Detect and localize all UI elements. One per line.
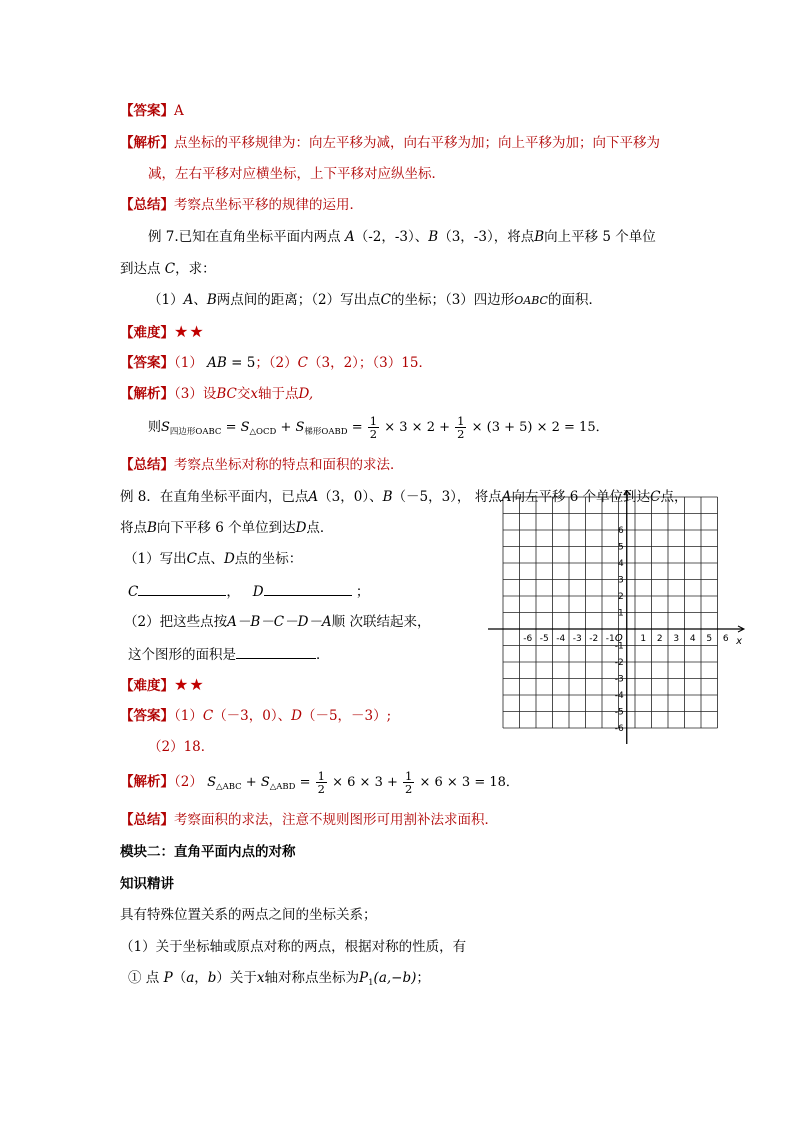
x-tick-label: 3 bbox=[673, 634, 680, 644]
point-b: B bbox=[428, 229, 439, 245]
module2-rule1: （1）关于坐标轴或原点对称的两点，根据对称的性质，有 bbox=[120, 939, 467, 955]
point-b: B bbox=[147, 520, 157, 536]
ex8-q: 顺 次联结起来， bbox=[331, 614, 431, 630]
ex8-text: 向下平移 6 个单位到达 bbox=[156, 520, 296, 536]
analysis-text: 交 bbox=[236, 386, 251, 402]
formula-sub: △OCD bbox=[249, 427, 277, 437]
analysis-text: （2） bbox=[174, 774, 203, 790]
analysis-line-3 bbox=[120, 384, 313, 404]
formula-lead: 则 bbox=[148, 420, 162, 435]
ex7-q: 的面积． bbox=[547, 292, 602, 308]
fraction: $\frac{1}{2}$ bbox=[369, 414, 378, 441]
x-tick-label: -4 bbox=[556, 634, 566, 644]
axis-x: x bbox=[256, 970, 265, 986]
rule-text: 轴对称点坐标为 bbox=[264, 970, 360, 986]
y-tick-label: -2 bbox=[614, 658, 624, 668]
ex8-text: 例 8．在直角坐标平面内，已点 bbox=[120, 489, 309, 505]
analysis-text-cont: 减，左右平移对应横坐标，上下平移对应纵坐标． bbox=[148, 166, 445, 182]
rule-text: ； bbox=[416, 970, 430, 986]
point-d: D, bbox=[298, 386, 314, 402]
ex8-q: （2）把这些点按 bbox=[124, 614, 228, 630]
analysis-text: （3）设 bbox=[174, 386, 217, 402]
analysis-line-2 bbox=[148, 164, 445, 184]
x-tick-label: 4 bbox=[689, 634, 696, 644]
answer-line-3 bbox=[120, 706, 391, 726]
ex7-q: （1） bbox=[148, 292, 184, 308]
point-c: C bbox=[186, 551, 197, 567]
x-tick-label: -5 bbox=[539, 634, 549, 644]
point-c: C bbox=[128, 584, 139, 600]
ex8-text: 将点 bbox=[120, 520, 147, 536]
fraction: $\frac{1}{2}$ bbox=[317, 769, 325, 796]
y-tick-label: 3 bbox=[618, 575, 624, 586]
summary-text: 考察点坐标平移的规律的运用． bbox=[174, 197, 363, 213]
ex7-q: 、 bbox=[193, 292, 207, 308]
point-d: D bbox=[291, 708, 302, 724]
module2-rule1-item bbox=[128, 968, 430, 993]
difficulty-stars: ★★ bbox=[174, 322, 205, 341]
fraction: $\frac{1}{2}$ bbox=[457, 414, 465, 441]
y-tick-label: -1 bbox=[614, 641, 624, 652]
rule-text: （ bbox=[172, 970, 187, 986]
point-c: C bbox=[650, 489, 661, 505]
example8-q2 bbox=[124, 612, 430, 632]
point-c: C bbox=[297, 355, 308, 371]
formula-end: ． bbox=[505, 775, 519, 790]
ex8-text: （－5，3）， 将点 bbox=[392, 489, 502, 505]
ans-text: （3，2）；（3）15． bbox=[308, 355, 432, 371]
example8-blanks bbox=[128, 581, 369, 602]
module2-title: 模块二：直角平面内点的对称 bbox=[120, 844, 296, 860]
answer-line-3b bbox=[148, 737, 214, 757]
example7-questions bbox=[148, 290, 602, 311]
difficulty-label: 【难度】 bbox=[120, 325, 174, 341]
answer-blank-area[interactable] bbox=[236, 644, 316, 659]
point-a: A bbox=[308, 489, 319, 505]
y-tick-label: 5 bbox=[618, 542, 624, 553]
y-tick-label: 1 bbox=[618, 608, 624, 619]
ans-text: （1） bbox=[174, 708, 203, 724]
y-tick-label: -3 bbox=[614, 674, 624, 685]
ans-text: （－5，－3）; bbox=[301, 708, 392, 724]
ex7-text: 例 7.已知在直角坐标平面内两点 bbox=[148, 229, 341, 245]
summary-line-1 bbox=[120, 195, 363, 215]
y-tick-label: -5 bbox=[614, 707, 624, 718]
ex7-text: ，求： bbox=[175, 261, 216, 277]
formula-area-oabc: 则$S_{四边形OABC} = S_{\triangle OCD} + S_{梯形OABD}$ = $\frac{1}{2}$ × 3 × 2 + $\frac{1}{2}$ × (3 + 5) × 2 = 15． bbox=[148, 414, 609, 441]
ex8-q: 这个图形的面积是 bbox=[128, 647, 236, 663]
answer-line-2 bbox=[120, 353, 432, 373]
x-tick-label: 5 bbox=[706, 634, 713, 644]
formula-end: ． bbox=[595, 420, 609, 435]
point-a: A bbox=[183, 292, 194, 308]
segment-bc: BC bbox=[216, 386, 237, 402]
ans-text: （－3，0）、 bbox=[213, 708, 292, 724]
formula-sub: 四边形OABC bbox=[169, 427, 222, 437]
x-tick-label: 6 bbox=[722, 634, 729, 644]
summary-text: 考察点坐标对称的特点和面积的求法． bbox=[174, 457, 404, 473]
formula-part: × 6 × 3 + bbox=[332, 775, 398, 790]
origin-label: O bbox=[614, 633, 623, 644]
point-a: A bbox=[344, 229, 355, 245]
analysis-label: 【解析】 bbox=[120, 774, 174, 790]
example8-q1 bbox=[124, 549, 302, 569]
summary-label: 【总结】 bbox=[120, 812, 174, 828]
point-a: A bbox=[501, 489, 512, 505]
ans-text: （2）18． bbox=[148, 739, 215, 755]
y-tick-label: -6 bbox=[614, 724, 624, 734]
ex7-q: 两点间的距离；（2）写出点 bbox=[216, 292, 381, 308]
formula-part: × 3 × 2 + bbox=[384, 420, 450, 435]
analysis-label: 【解析】 bbox=[120, 135, 174, 151]
analysis-text: 点坐标的平移规律为：向左平移为减，向右平移为加；向上平移为加；向下平移为 bbox=[174, 135, 660, 151]
answer-blank-d[interactable] bbox=[264, 581, 352, 596]
answer-blank-c[interactable] bbox=[138, 581, 226, 596]
ans-expr: AB bbox=[207, 355, 227, 371]
ans-text: （1） bbox=[174, 355, 203, 371]
rule-text: ， bbox=[194, 970, 208, 986]
point-p1-sub: 1 bbox=[368, 978, 374, 988]
coord-b: （3，-3），将点 bbox=[438, 229, 535, 245]
coord-a: （-2，-3）、 bbox=[354, 229, 429, 245]
point-b: B bbox=[206, 292, 217, 308]
ex8-text: 点， bbox=[660, 489, 688, 505]
var-b: b bbox=[207, 970, 217, 986]
module2-intro: 具有特殊位置关系的两点之间的坐标关系； bbox=[120, 907, 377, 923]
shape-oabc: OABC bbox=[514, 294, 548, 307]
difficulty-stars: ★★ bbox=[174, 675, 205, 694]
x-tick-label: -3 bbox=[572, 634, 582, 644]
var-a: a bbox=[186, 970, 195, 986]
summary-line-3 bbox=[120, 810, 498, 830]
y-tick-label: 6 bbox=[618, 526, 624, 536]
summary-line-2 bbox=[120, 455, 404, 475]
ex8-q: 点、 bbox=[196, 551, 224, 567]
x-tick-label: 2 bbox=[656, 634, 663, 644]
ex8-text: （3，0）、 bbox=[318, 489, 383, 505]
rule-text: ）关于 bbox=[216, 970, 257, 986]
example8-line-2 bbox=[120, 518, 333, 538]
y-tick-label: 2 bbox=[618, 592, 624, 602]
point-b: B bbox=[534, 229, 545, 245]
answer-line-1 bbox=[120, 101, 184, 121]
difficulty-line-1 bbox=[120, 322, 205, 343]
point-p1: P bbox=[359, 970, 369, 986]
summary-label: 【总结】 bbox=[120, 457, 174, 473]
example7-line-1 bbox=[148, 227, 656, 247]
formula-sub: 梯形OABD bbox=[304, 427, 348, 437]
ex7-text: 到达点 bbox=[120, 261, 161, 277]
difficulty-line-2 bbox=[120, 675, 205, 696]
answer-label: 【答案】 bbox=[120, 103, 174, 119]
point-c: C bbox=[164, 261, 176, 277]
analysis-label: 【解析】 bbox=[120, 386, 174, 402]
x-tick-label: -6 bbox=[523, 634, 533, 644]
point-b: B bbox=[382, 489, 393, 505]
ex8-sep: ； bbox=[355, 584, 370, 600]
x-axis-label: x bbox=[736, 636, 742, 647]
point-c: C bbox=[380, 292, 391, 308]
formula-sub: △ABC bbox=[216, 782, 242, 792]
summary-label: 【总结】 bbox=[120, 197, 174, 213]
answer-label: 【答案】 bbox=[120, 355, 174, 371]
y-tick-label: -4 bbox=[614, 691, 624, 701]
path-abcda: A－B－C－D－A bbox=[227, 614, 332, 630]
example8-q3 bbox=[128, 644, 330, 665]
analysis-line-1 bbox=[120, 133, 660, 153]
formula-part: × (3 + 5) × 2 = 15 bbox=[471, 420, 596, 435]
analysis-line-4: 【解析】（2） $S_{\triangle ABC} + S_{\triangle ABD}$ = $\frac{1}{2}$ × 6 × 3 + $\frac{1}{2}$ × 6 × 3 = 18． bbox=[120, 769, 519, 796]
formula-sub: △ABD bbox=[269, 782, 296, 792]
ex7-text: 向上平移 5 个单位 bbox=[544, 229, 656, 245]
rule-result: (a,−b) bbox=[373, 970, 417, 986]
ex8-sep: ， bbox=[226, 584, 240, 600]
point-d: D bbox=[223, 551, 235, 567]
ans-text: ；（2） bbox=[255, 355, 298, 371]
ex8-text: 向左平移 6 个单位到达 bbox=[511, 489, 651, 505]
summary-text: 考察面积的求法，注意不规则图形可用割补法求面积． bbox=[174, 812, 498, 828]
y-tick-label: 4 bbox=[618, 559, 624, 569]
ex7-q: 的坐标；（3）四边形 bbox=[390, 292, 515, 308]
answer-value: A bbox=[174, 103, 184, 119]
x-tick-label: -1 bbox=[605, 634, 615, 644]
formula-part: × 6 × 3 = 18 bbox=[419, 775, 506, 790]
ex8-q: ． bbox=[316, 647, 330, 663]
axis-x: x bbox=[250, 386, 258, 402]
coordinate-grid bbox=[488, 490, 750, 746]
x-tick-label: 1 bbox=[640, 634, 647, 644]
ans-val: = 5 bbox=[231, 355, 256, 371]
module2-subtitle: 知识精讲 bbox=[120, 876, 174, 892]
point-c: C bbox=[202, 708, 214, 724]
x-tick-label: -2 bbox=[589, 634, 599, 644]
point-p: P bbox=[163, 970, 173, 986]
answer-label: 【答案】 bbox=[120, 708, 174, 724]
ex8-text: 点． bbox=[306, 520, 334, 536]
analysis-text: 轴于点 bbox=[257, 386, 299, 402]
fraction: $\frac{1}{2}$ bbox=[405, 769, 413, 796]
ex8-q: （1）写出 bbox=[124, 551, 187, 567]
point-d: D bbox=[295, 520, 307, 536]
point-d: D bbox=[252, 584, 264, 600]
rule-text: ① 点 bbox=[128, 970, 160, 986]
difficulty-label: 【难度】 bbox=[120, 678, 174, 694]
ex8-q: 点的坐标： bbox=[234, 551, 303, 567]
example7-line-2 bbox=[120, 259, 216, 279]
